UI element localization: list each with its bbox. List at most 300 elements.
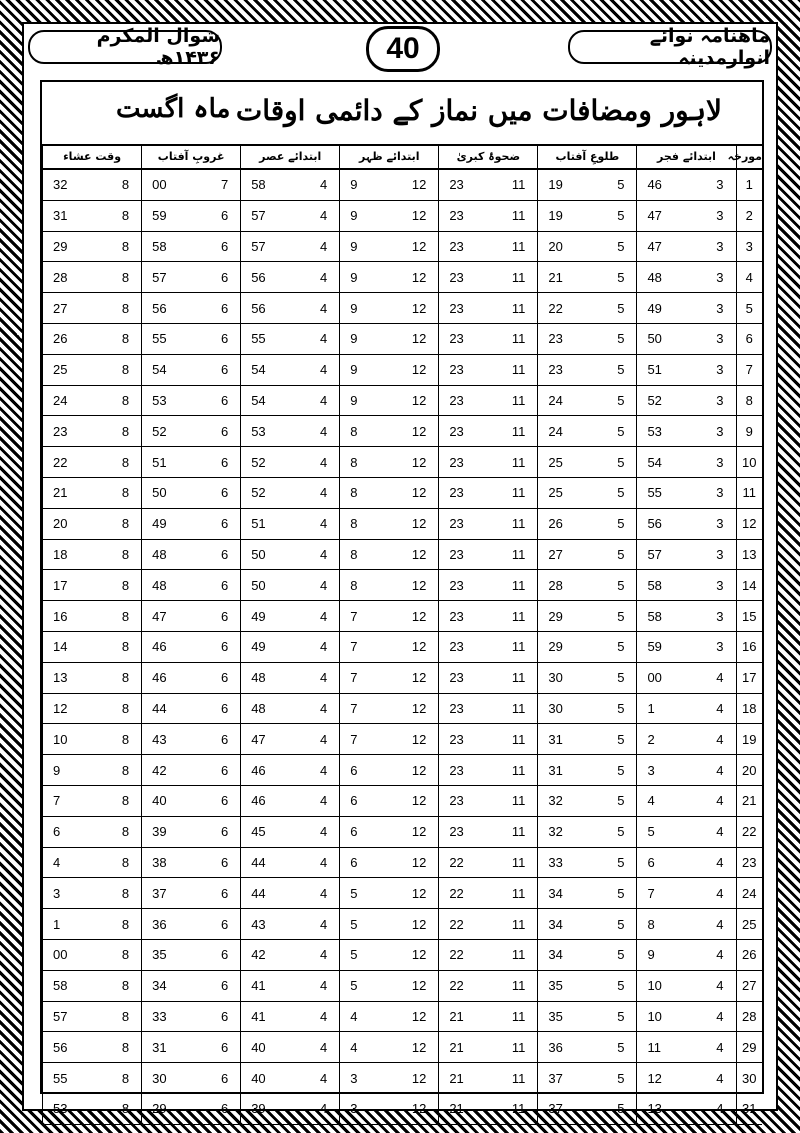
isha-hour: 8 [92,1001,142,1032]
sunrise-hour: 5 [587,878,637,909]
dahwa-minute: 21 [439,1063,489,1094]
page-header [24,24,776,72]
date-cell: 19 [736,724,762,755]
zuhr-minute: 9 [340,200,390,231]
fajr-hour: 4 [686,785,736,816]
prayer-times-box [40,80,764,1117]
sunrise-hour: 5 [587,323,637,354]
dahwa-minute: 23 [439,816,489,847]
asr-minute: 55 [241,323,291,354]
sunrise-hour: 5 [587,262,637,293]
sunrise-hour: 5 [587,1032,637,1063]
sunrise-minute: 19 [538,200,588,231]
dahwa-hour: 11 [488,169,538,200]
asr-hour: 4 [290,169,340,200]
fajr-minute: 5 [637,816,687,847]
zuhr-minute: 8 [340,447,390,478]
dahwa-hour: 11 [488,539,538,570]
zuhr-minute: 9 [340,293,390,324]
isha-minute: 20 [43,508,93,539]
fajr-hour: 3 [686,539,736,570]
isha-hour: 8 [92,1032,142,1063]
zuhr-minute: 7 [340,693,390,724]
dahwa-minute: 23 [439,508,489,539]
zuhr-minute: 6 [340,847,390,878]
maghrib-minute: 56 [142,293,192,324]
dahwa-hour: 11 [488,755,538,786]
fajr-hour: 3 [686,601,736,632]
zuhr-minute: 7 [340,724,390,755]
maghrib-hour: 6 [191,693,241,724]
fajr-hour: 4 [686,1032,736,1063]
isha-minute: 56 [43,1032,93,1063]
maghrib-hour: 6 [191,939,241,970]
asr-minute: 56 [241,262,291,293]
isha-hour: 8 [92,262,142,293]
zuhr-minute: 6 [340,785,390,816]
maghrib-minute: 58 [142,231,192,262]
dahwa-minute: 23 [439,601,489,632]
asr-hour: 4 [290,878,340,909]
sunrise-hour: 5 [587,200,637,231]
asr-minute: 51 [241,508,291,539]
maghrib-minute: 29 [142,1093,192,1124]
zuhr-minute: 3 [340,1093,390,1124]
zuhr-minute: 9 [340,323,390,354]
asr-minute: 44 [241,847,291,878]
sunrise-minute: 37 [538,1063,588,1094]
isha-hour: 8 [92,508,142,539]
maghrib-hour: 6 [191,909,241,940]
sunrise-minute: 23 [538,323,588,354]
fajr-minute: 47 [637,231,687,262]
isha-hour: 8 [92,601,142,632]
fajr-hour: 3 [686,354,736,385]
date-cell: 31 [736,1093,762,1124]
date-cell: 26 [736,939,762,970]
asr-hour: 4 [290,755,340,786]
sunrise-minute: 35 [538,970,588,1001]
asr-minute: 58 [241,169,291,200]
zuhr-hour: 12 [389,939,439,970]
table-row [43,970,763,1001]
date-cell: 3 [736,231,762,262]
sunrise-hour: 5 [587,970,637,1001]
isha-minute: 28 [43,262,93,293]
fajr-minute: 48 [637,262,687,293]
dahwa-hour: 11 [488,508,538,539]
sunrise-hour: 5 [587,447,637,478]
maghrib-minute: 54 [142,354,192,385]
zuhr-minute: 6 [340,755,390,786]
fajr-hour: 3 [686,508,736,539]
dahwa-hour: 11 [488,477,538,508]
fajr-hour: 3 [686,570,736,601]
fajr-hour: 4 [686,939,736,970]
zuhr-minute: 5 [340,970,390,1001]
asr-minute: 45 [241,816,291,847]
fajr-minute: 56 [637,508,687,539]
isha-minute: 58 [43,970,93,1001]
dahwa-minute: 21 [439,1001,489,1032]
isha-minute: 17 [43,570,93,601]
table-row [43,662,763,693]
isha-minute: 24 [43,385,93,416]
fajr-hour: 3 [686,323,736,354]
sunrise-minute: 32 [538,816,588,847]
zuhr-hour: 12 [389,416,439,447]
asr-minute: 48 [241,662,291,693]
date-cell: 17 [736,662,762,693]
asr-hour: 4 [290,293,340,324]
table-row [43,755,763,786]
magazine-name: ماھنامہ نوائے انوارمدینہ [568,30,772,64]
dahwa-hour: 11 [488,323,538,354]
isha-minute: 22 [43,447,93,478]
zuhr-hour: 12 [389,724,439,755]
isha-minute: 53 [43,1093,93,1124]
dahwa-minute: 23 [439,693,489,724]
table-row [43,570,763,601]
zuhr-hour: 12 [389,200,439,231]
dahwa-minute: 23 [439,539,489,570]
maghrib-hour: 6 [191,724,241,755]
zuhr-hour: 12 [389,970,439,1001]
sunrise-minute: 36 [538,1032,588,1063]
zuhr-minute: 8 [340,477,390,508]
maghrib-minute: 46 [142,631,192,662]
asr-minute: 41 [241,1001,291,1032]
table-header-row [43,144,763,169]
asr-minute: 40 [241,1032,291,1063]
dahwa-minute: 22 [439,970,489,1001]
zuhr-hour: 12 [389,477,439,508]
table-row [43,508,763,539]
isha-hour: 8 [92,662,142,693]
dahwa-hour: 11 [488,601,538,632]
table-row [43,724,763,755]
asr-minute: 39 [241,1093,291,1124]
dahwa-minute: 22 [439,847,489,878]
dahwa-minute: 23 [439,662,489,693]
maghrib-hour: 6 [191,477,241,508]
asr-minute: 56 [241,293,291,324]
date-cell: 1 [736,169,762,200]
maghrib-hour: 6 [191,508,241,539]
fajr-minute: 3 [637,755,687,786]
maghrib-minute: 46 [142,662,192,693]
dahwa-hour: 11 [488,847,538,878]
maghrib-hour: 6 [191,601,241,632]
table-row [43,909,763,940]
maghrib-minute: 37 [142,878,192,909]
dahwa-minute: 23 [439,477,489,508]
sunrise-hour: 5 [587,724,637,755]
isha-minute: 16 [43,601,93,632]
asr-hour: 4 [290,847,340,878]
date-cell: 20 [736,755,762,786]
sunrise-hour: 5 [587,755,637,786]
fajr-hour: 4 [686,755,736,786]
sunrise-hour: 5 [587,1063,637,1094]
zuhr-hour: 12 [389,354,439,385]
title-row [42,82,762,146]
fajr-hour: 4 [686,693,736,724]
page-number: 40 [366,26,440,72]
fajr-minute: 59 [637,631,687,662]
isha-minute: 12 [43,693,93,724]
fajr-hour: 4 [686,724,736,755]
sunrise-minute: 30 [538,662,588,693]
fajr-minute: 1 [637,693,687,724]
sunrise-minute: 32 [538,785,588,816]
asr-hour: 4 [290,354,340,385]
sunrise-minute: 34 [538,939,588,970]
table-row [43,262,763,293]
isha-minute: 3 [43,878,93,909]
asr-hour: 4 [290,570,340,601]
maghrib-hour: 6 [191,816,241,847]
isha-hour: 8 [92,939,142,970]
asr-minute: 52 [241,477,291,508]
zuhr-hour: 12 [389,1093,439,1124]
isha-hour: 8 [92,570,142,601]
sunrise-minute: 28 [538,570,588,601]
zuhr-minute: 7 [340,631,390,662]
zuhr-hour: 12 [389,878,439,909]
maghrib-hour: 6 [191,847,241,878]
dahwa-hour: 11 [488,816,538,847]
asr-minute: 46 [241,785,291,816]
maghrib-hour: 6 [191,323,241,354]
asr-minute: 50 [241,539,291,570]
date-cell: 2 [736,200,762,231]
asr-minute: 54 [241,385,291,416]
column-header: ابتدائے فجر [637,144,736,169]
isha-hour: 8 [92,169,142,200]
date-cell: 29 [736,1032,762,1063]
dahwa-minute: 23 [439,724,489,755]
table-row [43,878,763,909]
zuhr-minute: 5 [340,939,390,970]
isha-minute: 21 [43,477,93,508]
sunrise-minute: 19 [538,169,588,200]
dahwa-hour: 11 [488,785,538,816]
isha-hour: 8 [92,1063,142,1094]
column-header: غروبِ آفتاب [142,144,241,169]
maghrib-hour: 6 [191,262,241,293]
maghrib-hour: 6 [191,878,241,909]
isha-hour: 8 [92,416,142,447]
sunrise-hour: 5 [587,354,637,385]
isha-minute: 18 [43,539,93,570]
zuhr-hour: 12 [389,169,439,200]
asr-minute: 54 [241,354,291,385]
dahwa-hour: 11 [488,693,538,724]
table-row [43,816,763,847]
isha-hour: 8 [92,724,142,755]
table-row [43,1093,763,1124]
asr-minute: 52 [241,447,291,478]
fajr-hour: 3 [686,447,736,478]
column-header: ضحوۂ کبریٰ [439,144,538,169]
asr-minute: 44 [241,878,291,909]
isha-minute: 32 [43,169,93,200]
maghrib-hour: 6 [191,785,241,816]
date-cell: 11 [736,477,762,508]
table-row [43,1063,763,1094]
sunrise-minute: 34 [538,909,588,940]
table-row [43,416,763,447]
dahwa-minute: 21 [439,1093,489,1124]
isha-hour: 8 [92,847,142,878]
sunrise-hour: 5 [587,601,637,632]
isha-hour: 8 [92,785,142,816]
zuhr-minute: 9 [340,231,390,262]
dahwa-minute: 21 [439,1032,489,1063]
isha-minute: 1 [43,909,93,940]
column-header: ابتدائے ظہر [340,144,439,169]
fajr-hour: 4 [686,1063,736,1094]
maghrib-minute: 48 [142,570,192,601]
isha-hour: 8 [92,539,142,570]
dahwa-hour: 11 [488,1093,538,1124]
maghrib-minute: 49 [142,508,192,539]
fajr-hour: 3 [686,416,736,447]
dahwa-minute: 23 [439,293,489,324]
dahwa-hour: 11 [488,385,538,416]
maghrib-minute: 38 [142,847,192,878]
date-cell: 12 [736,508,762,539]
isha-hour: 8 [92,354,142,385]
date-cell: 24 [736,878,762,909]
maghrib-hour: 6 [191,662,241,693]
fajr-hour: 3 [686,231,736,262]
sunrise-minute: 24 [538,385,588,416]
fajr-minute: 8 [637,909,687,940]
maghrib-hour: 6 [191,416,241,447]
asr-minute: 41 [241,970,291,1001]
sunrise-hour: 5 [587,785,637,816]
maghrib-hour: 6 [191,293,241,324]
asr-minute: 40 [241,1063,291,1094]
page-title: لاہور ومضافات میں نماز کے دائمی اوقات [235,94,722,127]
table-row [43,231,763,262]
sunrise-minute: 22 [538,293,588,324]
zuhr-minute: 8 [340,570,390,601]
asr-minute: 57 [241,200,291,231]
fajr-minute: 58 [637,570,687,601]
fajr-minute: 6 [637,847,687,878]
dahwa-minute: 23 [439,231,489,262]
isha-hour: 8 [92,293,142,324]
dahwa-minute: 22 [439,909,489,940]
table-row [43,785,763,816]
date-cell: 7 [736,354,762,385]
sunrise-minute: 25 [538,477,588,508]
zuhr-hour: 12 [389,1001,439,1032]
column-header: طلوعِ آفتاب [538,144,637,169]
dahwa-hour: 11 [488,200,538,231]
date-cell: 27 [736,970,762,1001]
zuhr-hour: 12 [389,508,439,539]
zuhr-minute: 4 [340,1001,390,1032]
table-row [43,323,763,354]
fajr-minute: 46 [637,169,687,200]
asr-hour: 4 [290,1032,340,1063]
asr-hour: 4 [290,447,340,478]
dahwa-minute: 23 [439,785,489,816]
isha-hour: 8 [92,909,142,940]
sunrise-hour: 5 [587,847,637,878]
fajr-hour: 3 [686,385,736,416]
maghrib-minute: 55 [142,323,192,354]
dahwa-hour: 11 [488,724,538,755]
dahwa-minute: 23 [439,200,489,231]
maghrib-hour: 6 [191,1032,241,1063]
asr-hour: 4 [290,631,340,662]
isha-minute: 7 [43,785,93,816]
date-cell: 9 [736,416,762,447]
isha-minute: 6 [43,816,93,847]
isha-hour: 8 [92,323,142,354]
table-row [43,477,763,508]
table-row [43,385,763,416]
asr-hour: 4 [290,601,340,632]
sunrise-hour: 5 [587,1001,637,1032]
fajr-minute: 00 [637,662,687,693]
asr-hour: 4 [290,1001,340,1032]
dahwa-hour: 11 [488,293,538,324]
dahwa-hour: 11 [488,1001,538,1032]
asr-minute: 47 [241,724,291,755]
maghrib-minute: 44 [142,693,192,724]
sunrise-hour: 5 [587,939,637,970]
zuhr-minute: 9 [340,354,390,385]
sunrise-hour: 5 [587,816,637,847]
maghrib-minute: 40 [142,785,192,816]
sunrise-hour: 5 [587,293,637,324]
isha-minute: 25 [43,354,93,385]
fajr-hour: 4 [686,662,736,693]
asr-hour: 4 [290,508,340,539]
table-row [43,693,763,724]
maghrib-hour: 7 [191,169,241,200]
fajr-minute: 10 [637,1001,687,1032]
asr-hour: 4 [290,785,340,816]
fajr-hour: 3 [686,477,736,508]
sunrise-hour: 5 [587,416,637,447]
sunrise-hour: 5 [587,385,637,416]
dahwa-minute: 22 [439,878,489,909]
maghrib-hour: 6 [191,970,241,1001]
date-cell: 25 [736,909,762,940]
isha-minute: 00 [43,939,93,970]
maghrib-minute: 53 [142,385,192,416]
dahwa-hour: 11 [488,354,538,385]
dahwa-minute: 23 [439,447,489,478]
zuhr-minute: 9 [340,169,390,200]
fajr-minute: 9 [637,939,687,970]
asr-hour: 4 [290,200,340,231]
fajr-minute: 47 [637,200,687,231]
asr-hour: 4 [290,477,340,508]
zuhr-minute: 4 [340,1032,390,1063]
maghrib-minute: 57 [142,262,192,293]
sunrise-minute: 29 [538,601,588,632]
asr-minute: 53 [241,416,291,447]
dahwa-minute: 23 [439,323,489,354]
